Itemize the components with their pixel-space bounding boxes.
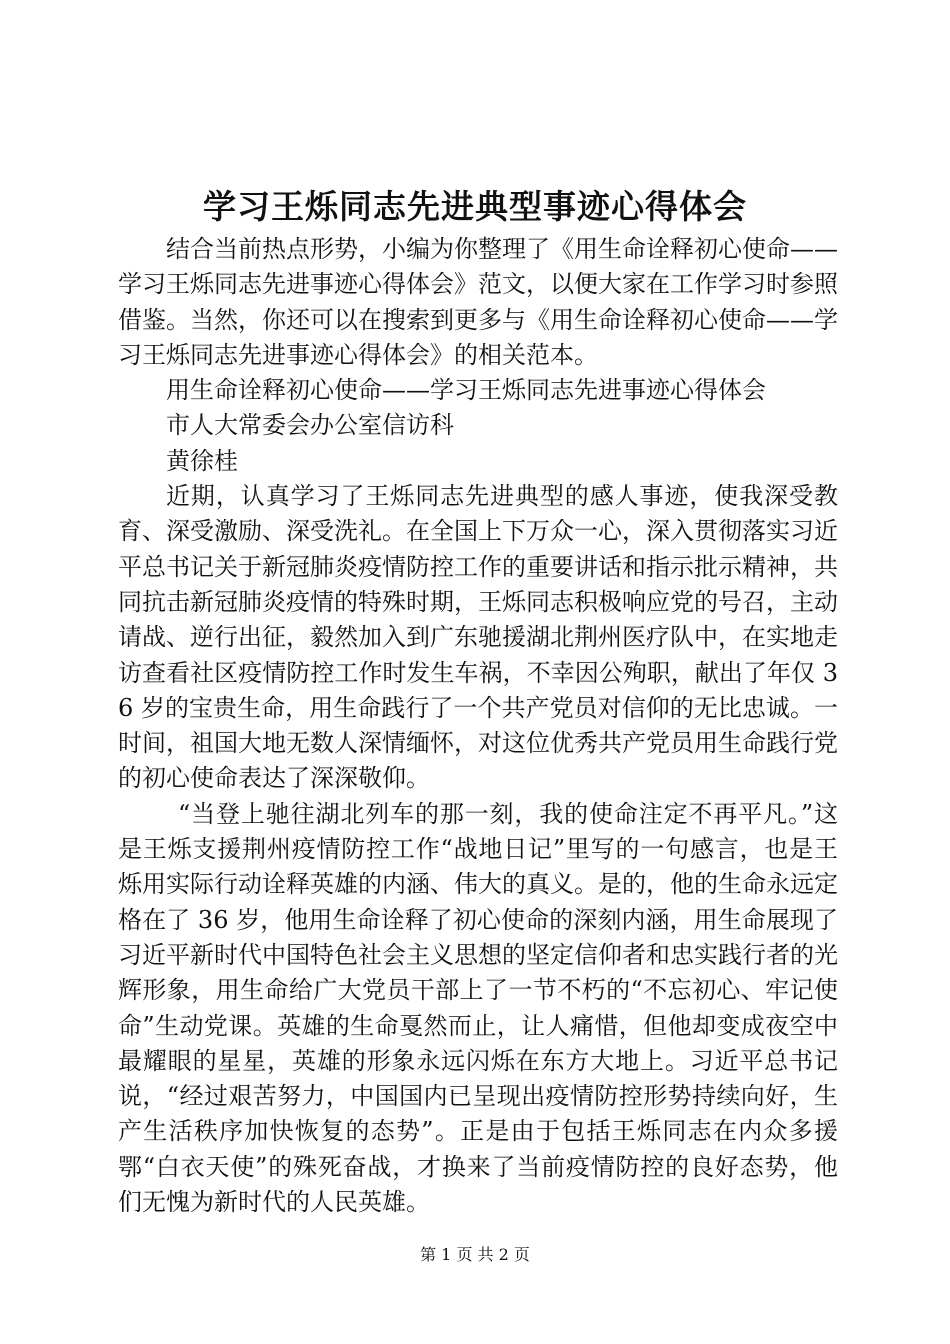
author-organization: 市人大常委会办公室信访科 (166, 411, 454, 440)
article-heading: 用生命诠释初心使命——学习王烁同志先进事迹心得体会 (166, 376, 766, 405)
document-body (118, 232, 838, 1220)
document-title: 学习王烁同志先进典型事迹心得体会 (203, 187, 747, 226)
author-name: 黄徐桂 (166, 446, 238, 475)
intro-paragraph: 结合当前热点形势，小编为你整理了《用生命诠释初心使命——学习王烁同志先进事迹心得体会》范文，以便大家在工作学习时参照借鉴。当然，你还可以在搜索到更多与《用生命诠释初心使命——学习王烁同志先进事迹心得体会》的相关范本。 (118, 235, 838, 369)
body-paragraph: 近期，认真学习了王烁同志先进典型的感人事迹，使我深受教育、深受激励、深受洗礼。在全国上下万众一心，深入贯彻落实习近平总书记关于新冠肺炎疫情防控工作的重要讲话和指示批示精神，共同抗击新冠肺炎疫情的特殊时期，王烁同志积极响应党的号召，主动请战、逆行出征，毅然加入到广东驰援湖北荆州医疗队中，在实地走访查看社区疫情防控工作时发生车祸，不幸因公殉职，献出了年仅 36 岁的宝贵生命，用生命践行了一个共产党员对信仰的无比忠诚。一时间，祖国大地无数人深情缅怀，对这位优秀共产党员用生命践行党的初心使命表达了深深敬仰。 (118, 482, 838, 793)
page-number: 第 1 页 共 2 页 (420, 1245, 530, 1264)
body-paragraph: “当登上驰往湖北列车的那一刻，我的使命注定不再平凡。”这是王烁支援荆州疫情防控工作“战地日记”里写的一句感言，也是王烁用实际行动诠释英雄的内涵、伟大的真义。是的，他的生命永远定格在了 36 岁，他用生命诠释了初心使命的深刻内涵，用生命展现了习近平新时代中国特色社会主义思想的坚定信仰者和忠实践行者的光辉形象，用生命给广大党员干部上了一节不朽的“不忘初心、牢记使命”生动党课。英雄的生命戛然而止，让人痛惜，但他却变成夜空中最耀眼的星星，英雄的形象永远闪烁在东方大地上。习近平总书记说，“经过艰苦努力，中国国内已呈现出疫情防控形势持续向好，生产生活秩序加快恢复的态势”。正是由于包括王烁同志在内众多援鄂“白衣天使”的殊死奋战，才换来了当前疫情防控的良好态势，他们无愧为新时代的人民英雄。 (118, 799, 838, 1217)
